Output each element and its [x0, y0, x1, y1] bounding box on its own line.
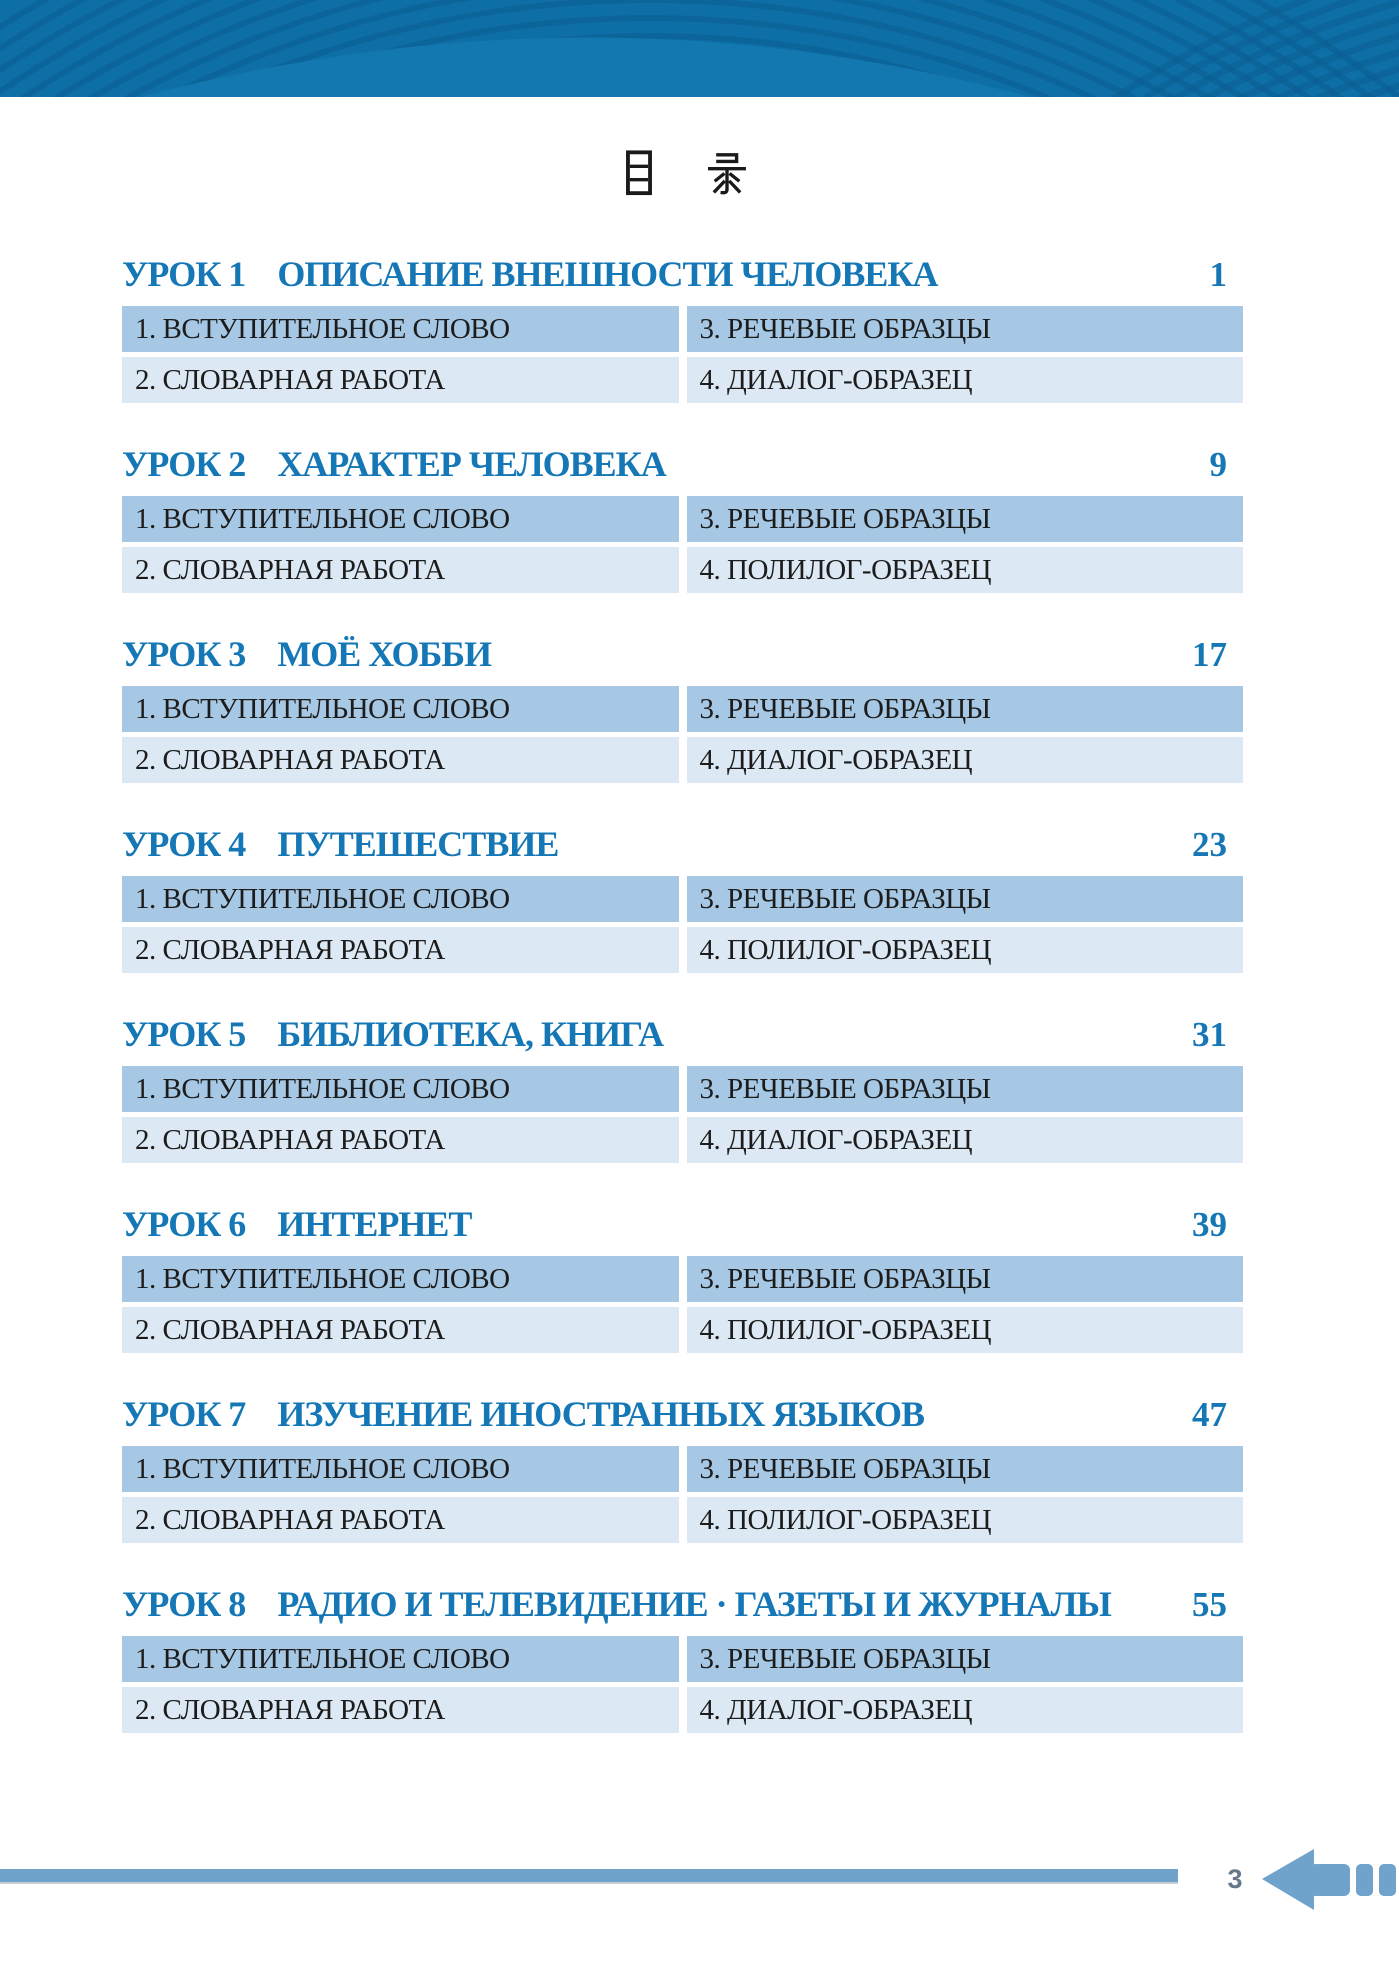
lesson-item-4: 4. ДИАЛОГ-ОБРАЗЕЦ [687, 1687, 1244, 1733]
lesson-name: ПУТЕШЕСТВИЕ [277, 824, 559, 864]
lesson-item-2: 2. СЛОВАРНАЯ РАБОТА [122, 737, 679, 783]
back-arrow-icon [1262, 1849, 1398, 1910]
title-glyph-lu-icon [703, 149, 751, 197]
lesson-item-4: 4. ДИАЛОГ-ОБРАЗЕЦ [687, 737, 1244, 783]
lesson-page-number: 55 [1192, 1585, 1227, 1624]
lesson-page-number: 9 [1209, 445, 1227, 484]
lesson-heading [122, 822, 1243, 866]
footer-page-number: 3 [1227, 1864, 1243, 1894]
lesson-item-2: 2. СЛОВАРНАЯ РАБОТА [122, 547, 679, 593]
lesson-number: УРОК 7 [122, 1394, 246, 1434]
lesson-name: ИНТЕРНЕТ [277, 1204, 472, 1244]
lesson-heading [122, 1582, 1243, 1626]
lesson-item-3: 3. РЕЧЕВЫЕ ОБРАЗЦЫ [687, 496, 1244, 542]
lesson-block [122, 1012, 1243, 1163]
lesson-item-3: 3. РЕЧЕВЫЕ ОБРАЗЦЫ [687, 1066, 1244, 1112]
lesson-items-table [122, 1256, 1243, 1353]
lesson-number: УРОК 2 [122, 444, 246, 484]
lesson-block [122, 1392, 1243, 1543]
footer-rule [0, 1869, 1178, 1882]
lesson-item-3: 3. РЕЧЕВЫЕ ОБРАЗЦЫ [687, 1446, 1244, 1492]
lesson-number: УРОК 4 [122, 824, 246, 864]
lesson-item-4: 4. ПОЛИЛОГ-ОБРАЗЕЦ [687, 1307, 1244, 1353]
lesson-items-table [122, 876, 1243, 973]
lesson-block [122, 1582, 1243, 1733]
lesson-item-3: 3. РЕЧЕВЫЕ ОБРАЗЦЫ [687, 306, 1244, 352]
title-glyph-mu-icon [615, 149, 663, 197]
lesson-item-1: 1. ВСТУПИТЕЛЬНОЕ СЛОВО [122, 1066, 679, 1112]
lesson-items-table [122, 306, 1243, 403]
banner-waves-graphic [0, 0, 1399, 97]
lesson-items-table [122, 686, 1243, 783]
lesson-number: УРОК 6 [122, 1204, 246, 1244]
lesson-heading [122, 632, 1243, 676]
lesson-heading [122, 252, 1243, 296]
lesson-item-1: 1. ВСТУПИТЕЛЬНОЕ СЛОВО [122, 1446, 679, 1492]
lesson-title [122, 1202, 471, 1246]
lesson-item-3: 3. РЕЧЕВЫЕ ОБРАЗЦЫ [687, 1636, 1244, 1682]
lesson-title [122, 442, 666, 486]
lesson-items-table [122, 1066, 1243, 1163]
lesson-item-1: 1. ВСТУПИТЕЛЬНОЕ СЛОВО [122, 686, 679, 732]
lesson-item-2: 2. СЛОВАРНАЯ РАБОТА [122, 357, 679, 403]
page-title [122, 148, 1243, 198]
lesson-page-number: 31 [1192, 1015, 1227, 1054]
lesson-number: УРОК 1 [122, 254, 246, 294]
lesson-item-3: 3. РЕЧЕВЫЕ ОБРАЗЦЫ [687, 1256, 1244, 1302]
lesson-block [122, 442, 1243, 593]
lesson-name: ИЗУЧЕНИЕ ИНОСТРАННЫХ ЯЗЫКОВ [277, 1394, 925, 1434]
lesson-heading [122, 442, 1243, 486]
lesson-items-table [122, 1636, 1243, 1733]
lesson-name: МОЁ ХОББИ [277, 634, 492, 674]
lesson-item-3: 3. РЕЧЕВЫЕ ОБРАЗЦЫ [687, 686, 1244, 732]
lesson-block [122, 632, 1243, 783]
lesson-item-2: 2. СЛОВАРНАЯ РАБОТА [122, 927, 679, 973]
lesson-heading [122, 1202, 1243, 1246]
lesson-page-number: 23 [1192, 825, 1227, 864]
top-banner [0, 0, 1399, 97]
lesson-item-4: 4. ПОЛИЛОГ-ОБРАЗЕЦ [687, 547, 1244, 593]
lesson-item-2: 2. СЛОВАРНАЯ РАБОТА [122, 1117, 679, 1163]
lesson-title [122, 632, 491, 676]
lesson-name: ОПИСАНИЕ ВНЕШНОСТИ ЧЕЛОВЕКА [277, 254, 938, 294]
lesson-heading [122, 1012, 1243, 1056]
lesson-item-4: 4. ПОЛИЛОГ-ОБРАЗЕЦ [687, 1497, 1244, 1543]
lesson-title [122, 1392, 924, 1436]
lesson-item-2: 2. СЛОВАРНАЯ РАБОТА [122, 1497, 679, 1543]
lesson-item-1: 1. ВСТУПИТЕЛЬНОЕ СЛОВО [122, 306, 679, 352]
lesson-block [122, 822, 1243, 973]
lesson-block [122, 1202, 1243, 1353]
lesson-title [122, 252, 937, 296]
lesson-page-number: 17 [1192, 635, 1227, 674]
lesson-item-1: 1. ВСТУПИТЕЛЬНОЕ СЛОВО [122, 1256, 679, 1302]
lesson-number: УРОК 8 [122, 1584, 246, 1624]
lesson-item-4: 4. ДИАЛОГ-ОБРАЗЕЦ [687, 1117, 1244, 1163]
lesson-item-1: 1. ВСТУПИТЕЛЬНОЕ СЛОВО [122, 1636, 679, 1682]
lesson-page-number: 47 [1192, 1395, 1227, 1434]
lesson-name: ХАРАКТЕР ЧЕЛОВЕКА [277, 444, 666, 484]
lesson-title [122, 1012, 663, 1056]
lesson-name: РАДИО И ТЕЛЕВИДЕНИЕ · ГАЗЕТЫ И ЖУРНАЛЫ [277, 1584, 1111, 1624]
lesson-heading [122, 1392, 1243, 1436]
lesson-page-number: 1 [1209, 255, 1227, 294]
lesson-block [122, 252, 1243, 403]
lesson-number: УРОК 5 [122, 1014, 246, 1054]
lesson-item-3: 3. РЕЧЕВЫЕ ОБРАЗЦЫ [687, 876, 1244, 922]
lesson-item-1: 1. ВСТУПИТЕЛЬНОЕ СЛОВО [122, 496, 679, 542]
lesson-title [122, 1582, 1111, 1626]
lesson-title [122, 822, 558, 866]
lesson-item-2: 2. СЛОВАРНАЯ РАБОТА [122, 1687, 679, 1733]
lesson-item-1: 1. ВСТУПИТЕЛЬНОЕ СЛОВО [122, 876, 679, 922]
lesson-number: УРОК 3 [122, 634, 246, 674]
lesson-item-4: 4. ДИАЛОГ-ОБРАЗЕЦ [687, 357, 1244, 403]
toc-list [122, 252, 1243, 1772]
lesson-page-number: 39 [1192, 1205, 1227, 1244]
lesson-item-2: 2. СЛОВАРНАЯ РАБОТА [122, 1307, 679, 1353]
lesson-name: БИБЛИОТЕКА, КНИГА [277, 1014, 664, 1054]
lesson-items-table [122, 496, 1243, 593]
lesson-item-4: 4. ПОЛИЛОГ-ОБРАЗЕЦ [687, 927, 1244, 973]
lesson-items-table [122, 1446, 1243, 1543]
